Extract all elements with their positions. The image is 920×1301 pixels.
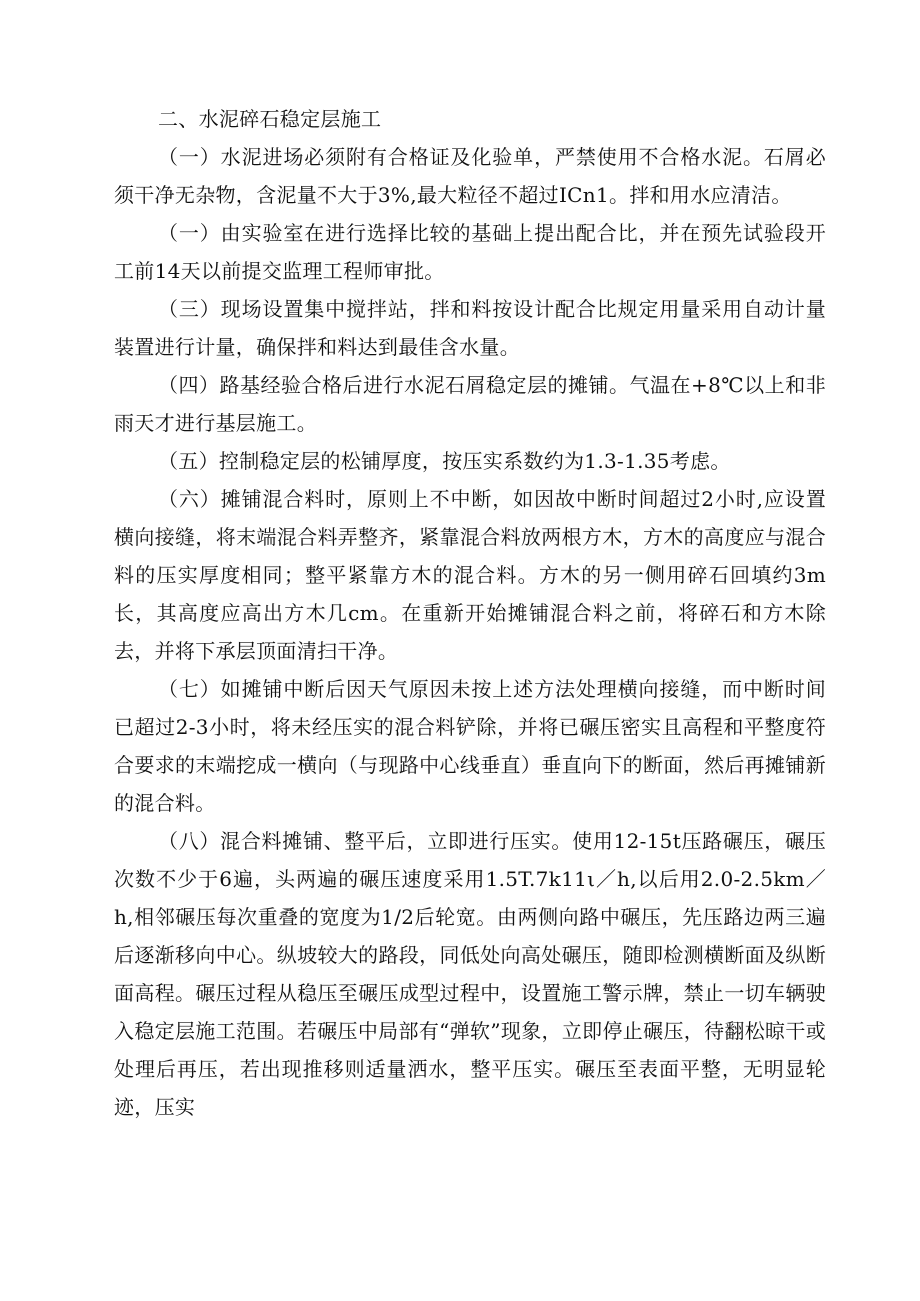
paragraph-1: （一）水泥进场必须附有合格证及化验单，严禁使用不合格水泥。石屑必须干净无杂物，含泥量不大于3%,最大粒径不超过ICn1。拌和用水应清洁。	[114, 145, 826, 207]
paragraph-7: （七）如摊铺中断后因天气原因未按上述方法处理横向接缝，而中断时间已超过2-3小时，将未经压实的混合料铲除，并将已碾压密实且高程和平整度符合要求的末端挖成一横向（与现路中心线垂直）垂直向下的断面，然后再摊铺新的混合料。	[114, 677, 826, 815]
document-body	[114, 100, 826, 1126]
paragraph-4: （四）路基经验合格后进行水泥石屑稳定层的摊铺。气温在+8℃以上和非雨天才进行基层施工。	[114, 373, 826, 435]
section-heading: 二、水泥碎石稳定层施工	[158, 107, 382, 131]
paragraph-8: （八）混合料摊铺、整平后，立即进行压实。使用12-15t压路碾压，碾压次数不少于6遍，头两遍的碾压速度采用1.5T.7k11ι／h,以后用2.0-2.5km／h,相邻碾压每次重叠的宽度为1/2后轮宽。由两侧向路中碾压，先压路边两三遍后逐渐移向中心。纵坡较大的路段，同低处向高处碾压，随即检测横断面及纵断面高程。碾压过程从稳压至碾压成型过程中，设置施工警示牌，禁止一切车辆驶入稳定层施工范围。若碾压中局部有“弹软”现象，立即停止碾压，待翻松晾干或处理后再压，若出现推移则适量洒水，整平压实。碾压至表面平整，无明显轮迹，压实	[114, 829, 826, 1119]
paragraph-2: （一）由实验室在进行选择比较的基础上提出配合比，并在预先试验段开工前14天以前提交监理工程师审批。	[114, 221, 826, 283]
paragraph-6: （六）摊铺混合料时，原则上不中断，如因故中断时间超过2小时,应设置横向接缝，将末端混合料弄整齐，紧靠混合料放两根方木，方木的高度应与混合料的压实厚度相同；整平紧靠方木的混合料。方木的另一侧用碎石回填约3m长，其高度应高出方木几cm。在重新开始摊铺混合料之前，将碎石和方木除去，并将下承层顶面清扫干净。	[114, 487, 826, 663]
paragraph-3: （三）现场设置集中搅拌站，拌和料按设计配合比规定用量采用自动计量装置进行计量，确保拌和料达到最佳含水量。	[114, 297, 826, 359]
paragraph-5: （五）控制稳定层的松铺厚度，按压实系数约为1.3-1.35考虑。	[158, 449, 731, 473]
